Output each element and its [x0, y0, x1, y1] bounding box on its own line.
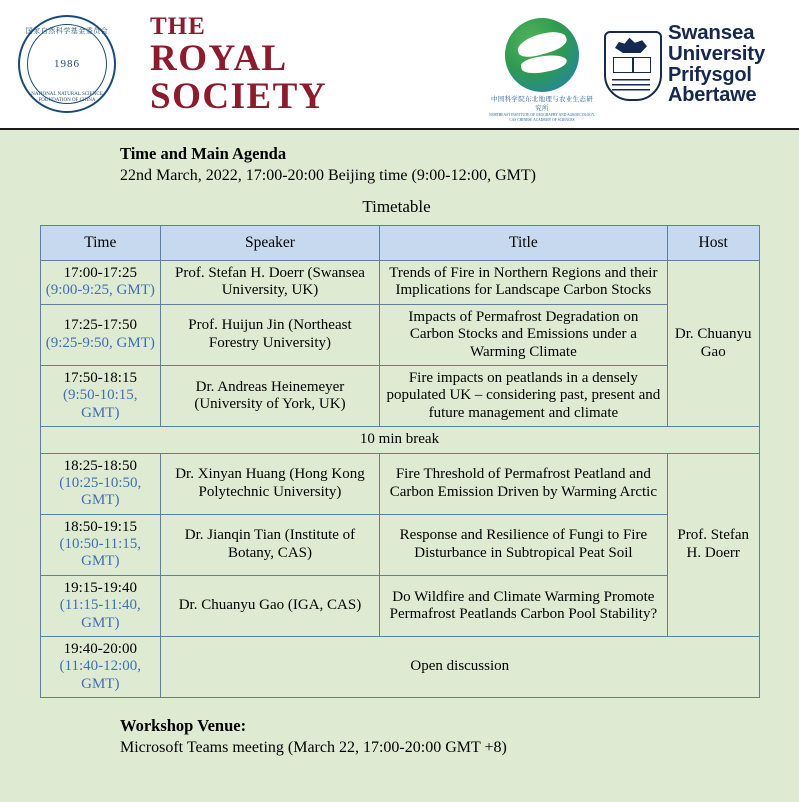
cell-title: Do Wildfire and Climate Warming Promote Permafrost Peatlands Carbon Pool Stability? — [379, 575, 667, 636]
table-row — [40, 304, 759, 365]
swansea-line-2: University — [668, 42, 766, 66]
swansea-line-3: Prifysgol — [668, 63, 752, 86]
iga-cas-logo — [488, 18, 596, 123]
cell-time — [40, 453, 161, 514]
swansea-university-logo — [600, 14, 790, 114]
time-main: 17:50-18:15 — [63, 369, 137, 386]
time-main: 18:50-19:15 — [63, 518, 137, 535]
cell-speaker: Dr. Andreas Heinemeyer (University of York, UK) — [161, 365, 380, 426]
cell-title: Fire impacts on peatlands in a densely populated UK – considering past, present and future management and climate — [379, 365, 667, 426]
cell-title: Trends of Fire in Northern Regions and their Implications for Landscape Carbon Stocks — [379, 261, 667, 305]
table-row — [40, 261, 759, 305]
venue-detail: Microsoft Teams meeting (March 22, 17:00-20:00 GMT +8) — [120, 739, 507, 757]
cell-title: Impacts of Permafrost Degradation on Carbon Stocks and Emissions under a Warming Climate — [379, 304, 667, 365]
time-main: 17:00-17:25 — [63, 265, 137, 281]
swansea-line-4: Abertawe — [668, 84, 757, 107]
cell-host: Prof. Stefan H. Doerr — [667, 453, 759, 637]
cell-time — [40, 304, 161, 365]
cell-speaker: Dr. Jianqin Tian (Institute of Botany, CAS) — [161, 514, 380, 575]
time-gmt: (9:50-10:15, GMT) — [62, 387, 138, 421]
cell-speaker: Prof. Huijun Jin (Northeast Forestry University) — [161, 304, 380, 365]
cell-time — [40, 365, 161, 426]
header-logo-band — [0, 0, 799, 130]
cell-time — [40, 575, 161, 636]
royal-society-line-1: THE — [150, 12, 206, 40]
time-main: 17:25-17:50 — [63, 317, 137, 334]
time-gmt: (9:00-9:25, GMT) — [45, 282, 155, 299]
cell-title: Fire Threshold of Permafrost Peatland and Carbon Emission Driven by Warming Arctic — [379, 453, 667, 514]
swansea-line-1: Swansea — [668, 20, 755, 44]
globe-icon — [505, 18, 579, 92]
timetable-title: Timetable — [362, 197, 431, 216]
venue-heading: Workshop Venue: — [120, 716, 247, 736]
time-gmt: (11:15-11:40, GMT) — [59, 597, 141, 631]
royal-society-line-2: ROYAL — [150, 37, 288, 79]
table-row — [40, 514, 759, 575]
column-header-time: Time — [40, 226, 161, 261]
timetable — [40, 225, 760, 698]
swansea-crest-icon — [600, 25, 662, 103]
table-row-open-discussion — [40, 637, 759, 698]
iga-chinese-text: 中国科学院东北地理与农业生态研究所 — [491, 96, 593, 112]
document-body — [0, 130, 799, 757]
cell-title: Response and Resilience of Fungi to Fire Disturbance in Subtropical Peat Soil — [379, 514, 667, 575]
cell-speaker: Dr. Xinyan Huang (Hong Kong Polytechnic University) — [161, 453, 380, 514]
column-header-speaker: Speaker — [161, 226, 380, 261]
seal-chinese-top-text: 国家自然科学基金委员会 — [25, 27, 109, 35]
column-header-title: Title — [379, 226, 667, 261]
table-row — [40, 365, 759, 426]
seal-year-text: 1986 — [54, 58, 80, 70]
time-main: 18:25-18:50 — [63, 457, 137, 474]
book-icon — [613, 57, 651, 73]
table-row — [40, 575, 759, 636]
cell-break: 10 min break — [40, 427, 759, 453]
iga-english-text: NORTHEAST INSTITUTE OF GEOGRAPHY AND AGROECOLOGY, CAS CHINESE ACADEMY OF SCIENCES — [489, 113, 595, 122]
waves-icon — [612, 79, 650, 91]
royal-society-logo — [150, 14, 327, 115]
swansea-wordmark — [668, 22, 765, 106]
table-row — [40, 453, 759, 514]
column-header-host: Host — [667, 226, 759, 261]
agenda-subheading: 22nd March, 2022, 17:00-20:00 Beijing time (9:00-12:00, GMT) — [120, 167, 536, 184]
cell-open-discussion: Open discussion — [161, 637, 759, 698]
time-gmt: (10:50-11:15, GMT) — [59, 536, 142, 570]
cell-time — [40, 261, 161, 305]
nsfc-seal-logo — [18, 15, 116, 113]
cell-time — [40, 514, 161, 575]
agenda-heading: Time and Main Agenda — [120, 144, 287, 163]
time-gmt: (11:40-12:00, GMT) — [59, 658, 142, 692]
table-row-break — [40, 427, 759, 453]
cell-speaker: Prof. Stefan H. Doerr (Swansea University, UK) — [161, 261, 380, 305]
time-gmt: (9:25-9:50, GMT) — [45, 334, 155, 351]
time-main: 19:15-19:40 — [63, 579, 137, 596]
cell-host: Dr. Chuanyu Gao — [667, 261, 759, 427]
table-header-row — [40, 226, 759, 261]
time-gmt: (10:25-10:50, GMT) — [59, 474, 142, 509]
cell-speaker: Dr. Chuanyu Gao (IGA, CAS) — [161, 575, 380, 636]
seal-english-bottom-text: NATIONAL NATURAL SCIENCE FOUNDATION OF CHINA — [31, 91, 103, 103]
cell-time — [40, 637, 161, 698]
time-main: 19:40-20:00 — [63, 641, 137, 658]
royal-society-line-3: SOCIETY — [150, 75, 328, 117]
